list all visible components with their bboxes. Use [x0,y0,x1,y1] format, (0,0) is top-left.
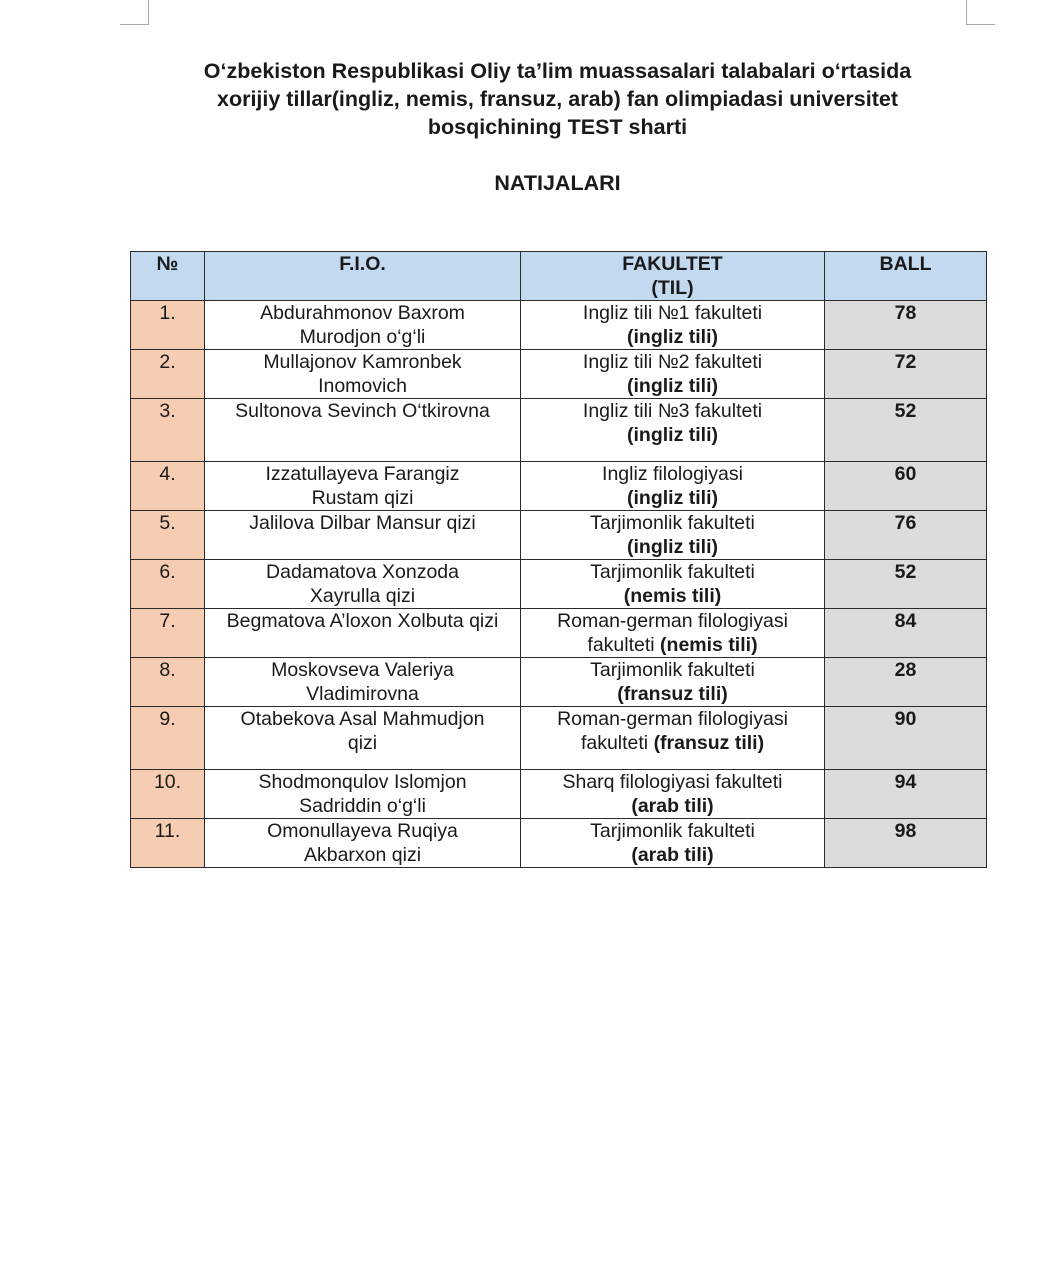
student-name [205,707,521,770]
student-name-line-2: Xayrulla qizi [309,585,416,607]
row-number: 3. [131,399,205,462]
title-line-2: xorijiy tillar(ingliz, nemis, fransuz, arab) fan olimpiadasi universitet [217,87,898,111]
student-name-line-2: qizi [347,732,378,754]
faculty-language: (nemis tili) [660,634,758,656]
faculty-language-line [521,843,824,867]
header-faculty-line-1: FAKULTET [622,253,723,275]
faculty-language-line [521,486,824,510]
student-name-line-1: Begmatova A’loxon Xolbuta qizi [226,610,499,632]
faculty-name: Tarjimonlik fakulteti [590,561,755,583]
score: 72 [825,350,987,399]
faculty-cell [521,462,825,511]
faculty-cell [521,350,825,399]
table-row [131,462,987,511]
student-name-line-1: Shodmonqulov Islomjon [258,771,467,793]
faculty-cell [521,707,825,770]
table-row [131,511,987,560]
faculty-name: Ingliz tili №1 fakulteti [582,302,763,324]
faculty-cell [521,511,825,560]
row-number: 1. [131,301,205,350]
faculty-language: (arab tili) [631,795,714,817]
faculty-name: Tarjimonlik fakulteti [590,512,755,534]
faculty-name: Ingliz tili №2 fakulteti [582,351,763,373]
faculty-name: Sharq filologiyasi fakulteti [562,771,783,793]
student-name-line-2: Murodjon o‘g‘li [299,326,426,348]
header-name: F.I.O. [205,252,521,301]
student-name [205,399,521,462]
header-faculty-line-2: (TIL) [651,277,694,299]
page-corner-mark-left [120,0,149,25]
table-header-row [131,252,987,301]
faculty-name: Roman-german filologiyasi [557,610,788,632]
faculty-cell [521,609,825,658]
student-name-line-1: Mullajonov Kamronbek [263,351,462,373]
header-num: № [131,252,205,301]
score: 76 [825,511,987,560]
student-name [205,658,521,707]
faculty-language-line [521,682,824,706]
faculty-cell [521,819,825,868]
faculty-language: (ingliz tili) [627,375,718,397]
student-name-line-1: Jalilova Dilbar Mansur qizi [249,512,476,534]
table-row [131,350,987,399]
table-row [131,301,987,350]
student-name-line-2: Sadriddin o‘g‘li [299,795,426,817]
faculty-language: (arab tili) [631,844,714,866]
student-name-line-1: Dadamatova Xonzoda [266,561,459,583]
faculty-name: Roman-german filologiyasi [557,708,788,730]
document-title [140,57,975,141]
student-name [205,560,521,609]
header-ball: BALL [825,252,987,301]
student-name-line-2: Rustam qizi [311,487,414,509]
score: 78 [825,301,987,350]
row-number: 7. [131,609,205,658]
student-name [205,301,521,350]
student-name [205,462,521,511]
student-name-line-1: Omonullayeva Ruqiya [267,820,458,842]
faculty-language: (fransuz tili) [617,683,728,705]
faculty-language-line [521,584,824,608]
faculty-language-line [521,374,824,398]
faculty-language: (ingliz tili) [627,487,718,509]
page-corner-mark-right [966,0,995,25]
student-name-line-2: Inomovich [318,375,407,397]
faculty-name: Ingliz filologiyasi [602,463,743,485]
student-name [205,609,521,658]
student-name-line-1: Izzatullayeva Farangiz [265,463,460,485]
faculty-name: Ingliz tili №3 fakulteti [582,400,763,422]
results-table [130,251,987,868]
faculty-cell [521,658,825,707]
faculty-language-line [521,794,824,818]
faculty-language: (fransuz tili) [653,732,765,754]
row-number: 2. [131,350,205,399]
score: 94 [825,770,987,819]
faculty-cell [521,301,825,350]
row-number: 4. [131,462,205,511]
faculty-language-line [521,633,824,657]
score: 84 [825,609,987,658]
faculty-cell [521,560,825,609]
faculty-language-line [521,535,824,559]
faculty-name: Tarjimonlik fakulteti [590,820,755,842]
table-row [131,399,987,462]
table-row [131,770,987,819]
faculty-language: (ingliz tili) [627,536,718,558]
faculty-cell [521,399,825,462]
title-line-1: O‘zbekiston Respublikasi Oliy ta’lim muassasalari talabalari o‘rtasida [203,59,912,83]
student-name-line-1: Abdurahmonov Baxrom [260,302,465,324]
faculty-name-continued: fakulteti [580,732,654,754]
faculty-name-continued: fakulteti [587,634,661,656]
score: 28 [825,658,987,707]
faculty-language-line [521,731,824,755]
title-line-3: bosqichining TEST sharti [427,115,688,139]
table-row [131,707,987,770]
row-number: 6. [131,560,205,609]
faculty-language: (ingliz tili) [627,326,718,348]
row-number: 9. [131,707,205,770]
student-name [205,350,521,399]
faculty-language-line [521,325,824,349]
student-name-line-1: Otabekova Asal Mahmudjon [240,708,485,730]
faculty-cell [521,770,825,819]
score: 52 [825,399,987,462]
faculty-language: (ingliz tili) [627,424,718,446]
student-name-line-1: Moskovseva Valeriya [271,659,454,681]
document-subtitle: NATIJALARI [494,171,621,195]
student-name [205,511,521,560]
header-faculty [521,252,825,301]
score: 90 [825,707,987,770]
score: 60 [825,462,987,511]
table-row [131,560,987,609]
row-number: 11. [131,819,205,868]
table-row [131,609,987,658]
row-number: 10. [131,770,205,819]
row-number: 8. [131,658,205,707]
student-name-line-1: Sultonova Sevinch O‘tkirovna [235,400,490,422]
faculty-language-line [521,423,824,447]
score: 52 [825,560,987,609]
student-name [205,770,521,819]
student-name [205,819,521,868]
faculty-name: Tarjimonlik fakulteti [590,659,755,681]
table-row [131,819,987,868]
student-name-line-2: Akbarxon qizi [303,844,422,866]
row-number: 5. [131,511,205,560]
table-row [131,658,987,707]
score: 98 [825,819,987,868]
student-name-line-2: Vladimirovna [306,683,419,705]
faculty-language: (nemis tili) [623,585,722,607]
